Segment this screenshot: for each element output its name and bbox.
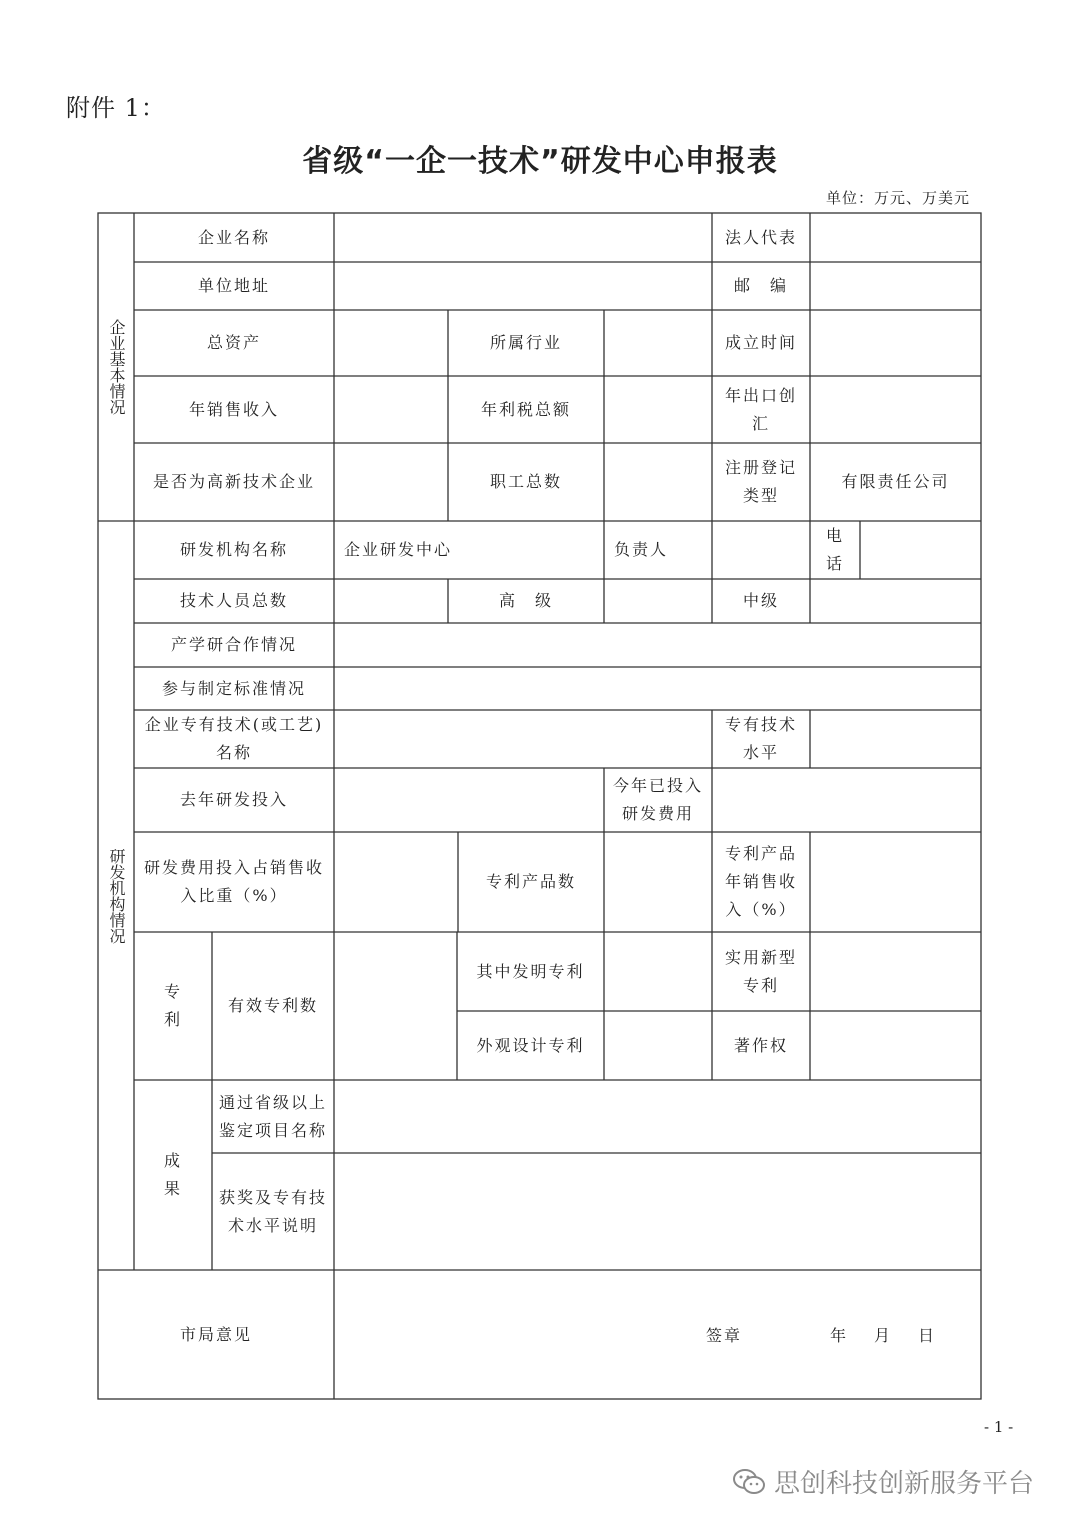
label-middle: 中级	[742, 591, 779, 610]
label-design: 外观设计专利	[476, 1035, 585, 1055]
wechat-icon	[732, 1467, 766, 1497]
field-design[interactable]	[604, 1011, 712, 1080]
field-annual-tax[interactable]	[604, 376, 712, 443]
label-patent-products: 专利产品数	[485, 872, 576, 891]
label-patent: 专利	[163, 982, 182, 1029]
watermark-text: 思创科技创新服务平台	[774, 1469, 1035, 1499]
label-employees: 职工总数	[489, 472, 562, 491]
label-appraisal: 通过省级以上鉴定项目名称	[218, 1092, 327, 1140]
label-awards: 获奖及专有技术水平说明	[218, 1187, 327, 1235]
label-senior: 高 级	[498, 591, 553, 610]
label-standards: 参与制定标准情况	[161, 678, 306, 698]
section-rnd: 研发机构情况	[107, 847, 126, 944]
field-invention[interactable]	[604, 932, 712, 1011]
label-cooperation: 产学研合作情况	[170, 635, 297, 654]
label-founded: 成立时间	[724, 333, 797, 352]
field-standards[interactable]	[334, 667, 981, 710]
label-rnd-name: 研发机构名称	[179, 540, 288, 559]
label-invention: 其中发明专利	[476, 961, 585, 981]
label-high-tech: 是否为高新技术企业	[152, 472, 315, 491]
field-this-year-rnd[interactable]	[712, 768, 981, 832]
label-date: 年 月 日	[830, 1326, 941, 1345]
field-reg-type[interactable]: 有限责任公司	[841, 472, 950, 491]
field-cooperation[interactable]	[334, 623, 981, 667]
field-annual-sales[interactable]	[334, 376, 448, 443]
form-title: 省级“一企一技术”研发中心申报表	[302, 144, 778, 179]
label-copyright: 著作权	[733, 1035, 788, 1055]
field-postcode[interactable]	[810, 262, 981, 310]
label-company-name: 企业名称	[197, 227, 270, 247]
field-company-name[interactable]	[334, 213, 712, 262]
field-patent-products[interactable]	[604, 832, 712, 932]
label-head: 负责人	[614, 540, 669, 559]
label-bureau: 市局意见	[179, 1324, 252, 1344]
label-industry: 所属行业	[489, 333, 562, 352]
field-middle[interactable]	[810, 579, 981, 623]
field-high-tech[interactable]	[334, 443, 448, 521]
label-rnd-ratio: 研发费用投入占销售收入比重（%）	[143, 858, 324, 905]
watermark	[732, 1463, 1034, 1500]
label-tech-staff: 技术人员总数	[179, 591, 288, 610]
field-copyright[interactable]	[810, 1011, 981, 1080]
label-address: 单位地址	[197, 276, 270, 295]
field-last-year-rnd[interactable]	[334, 768, 604, 832]
field-appraisal[interactable]	[334, 1080, 981, 1153]
label-total-assets: 总资产	[206, 333, 261, 352]
label-annual-tax: 年利税总额	[480, 399, 571, 419]
label-phone: 电话	[825, 526, 844, 573]
section-basic: 企业基本情况	[107, 319, 126, 415]
attachment-label: 附件 1：	[66, 94, 166, 122]
label-patent-sales: 专利产品年销售收入（%）	[724, 844, 797, 919]
label-seal: 签章	[706, 1326, 743, 1345]
field-address[interactable]	[334, 262, 712, 310]
label-valid-patents: 有效专利数	[227, 996, 318, 1015]
label-tech-level: 专有技术水平	[724, 715, 797, 762]
label-reg-type: 注册登记类型	[724, 458, 797, 505]
field-utility[interactable]	[810, 932, 981, 1011]
field-patent-sales[interactable]	[810, 832, 981, 932]
field-industry[interactable]	[604, 310, 712, 376]
label-annual-sales: 年销售收入	[188, 399, 279, 419]
unit-note: 单位：万元、万美元	[825, 189, 970, 207]
label-legal-rep: 法人代表	[724, 227, 797, 247]
label-proprietary-tech: 企业专有技术(或工艺)名称	[144, 715, 324, 762]
field-proprietary-tech[interactable]	[334, 710, 712, 768]
label-utility: 实用新型专利	[724, 947, 797, 995]
field-valid-patents[interactable]	[334, 932, 457, 1080]
field-rnd-name[interactable]: 企业研发中心	[344, 540, 453, 559]
field-founded[interactable]	[810, 310, 981, 376]
field-employees[interactable]	[604, 443, 712, 521]
field-legal-rep[interactable]	[810, 213, 981, 262]
field-head[interactable]	[712, 521, 810, 579]
label-last-year-rnd: 去年研发投入	[179, 790, 288, 809]
page-number: - 1 -	[984, 1418, 1014, 1436]
field-senior[interactable]	[604, 579, 712, 623]
field-tech-level[interactable]	[810, 710, 981, 768]
field-export[interactable]	[810, 376, 981, 443]
label-export: 年出口创汇	[724, 385, 797, 433]
label-achievements: 成果	[163, 1151, 182, 1198]
field-awards[interactable]	[334, 1153, 981, 1270]
label-postcode: 邮 编	[733, 276, 788, 295]
field-rnd-ratio[interactable]	[334, 832, 458, 932]
field-total-assets[interactable]	[334, 310, 448, 376]
field-phone[interactable]	[860, 521, 981, 579]
field-tech-staff[interactable]	[334, 579, 448, 623]
label-this-year-rnd: 今年已投入研发费用	[612, 776, 703, 823]
